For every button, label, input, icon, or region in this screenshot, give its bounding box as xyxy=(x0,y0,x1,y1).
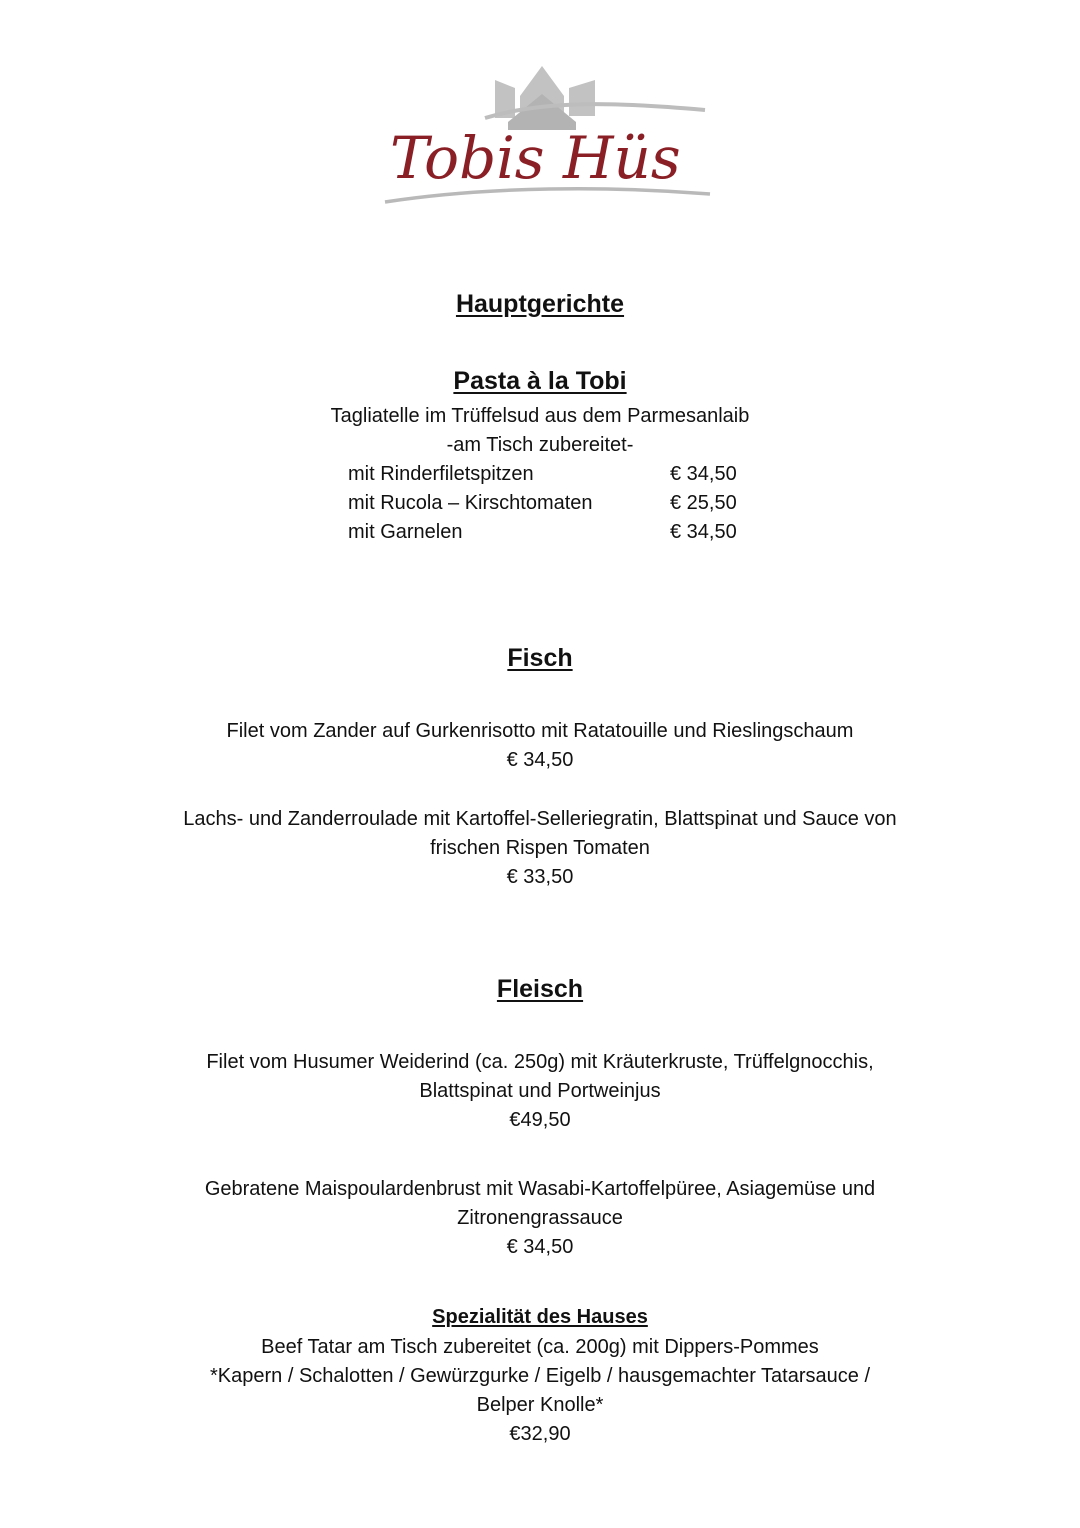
pasta-option-price: € 34,50 xyxy=(670,463,737,485)
fisch-dish-1-price: € 34,50 xyxy=(506,749,574,771)
pasta-option-label: mit Garnelen xyxy=(348,521,463,543)
pasta-option-label: mit Rinderfiletspitzen xyxy=(348,463,534,485)
roof-icon xyxy=(495,66,595,130)
pasta-subdescription: -am Tisch zubereitet- xyxy=(446,434,634,456)
fleisch-section-title: Fleisch xyxy=(496,975,584,1003)
special-section-title: Spezialität des Hauses xyxy=(432,1306,648,1328)
pasta-description: Tagliatelle im Trüffelsud aus dem Parmesanlaib xyxy=(330,405,750,427)
fleisch-dish-1-description: Filet vom Husumer Weiderind (ca. 250g) mit Kräuterkruste, Trüffelgnocchis, xyxy=(206,1051,874,1073)
pasta-option-price: € 25,50 xyxy=(670,492,737,514)
fisch-section-title: Fisch xyxy=(507,644,573,672)
pasta-option-price: € 34,50 xyxy=(670,521,737,543)
logo-text: Tobis Hüs xyxy=(390,124,681,192)
special-description-cont: *Kapern / Schalotten / Gewürzgurke / Eigelb / hausgemachter Tatarsauce / xyxy=(210,1365,870,1387)
pasta-section-title: Pasta à la Tobi xyxy=(453,367,627,395)
fleisch-dish-1-description-cont: Blattspinat und Portweinjus xyxy=(419,1080,661,1102)
fisch-dish-1-description: Filet vom Zander auf Gurkenrisotto mit Ratatouille und Rieslingschaum xyxy=(226,720,854,742)
fleisch-dish-2-description: Gebratene Maispoulardenbrust mit Wasabi-Kartoffelpüree, Asiagemüse und xyxy=(204,1178,876,1200)
page-title: Hauptgerichte xyxy=(455,290,625,318)
pasta-option-label: mit Rucola – Kirschtomaten xyxy=(348,492,593,514)
restaurant-logo xyxy=(380,60,720,210)
special-description-cont: Belper Knolle* xyxy=(476,1394,604,1416)
fisch-dish-2-description-cont: frischen Rispen Tomaten xyxy=(430,837,650,859)
fisch-dish-2-description: Lachs- und Zanderroulade mit Kartoffel-Selleriegratin, Blattspinat und Sauce von xyxy=(183,808,897,830)
fleisch-dish-1-price: €49,50 xyxy=(509,1109,571,1131)
special-price: €32,90 xyxy=(509,1423,571,1445)
fleisch-dish-2-price: € 34,50 xyxy=(506,1236,574,1258)
fleisch-dish-2-description-cont: Zitronengrassauce xyxy=(457,1207,623,1229)
fisch-dish-2-price: € 33,50 xyxy=(506,866,574,888)
special-description: Beef Tatar am Tisch zubereitet (ca. 200g) mit Dippers-Pommes xyxy=(261,1336,819,1358)
